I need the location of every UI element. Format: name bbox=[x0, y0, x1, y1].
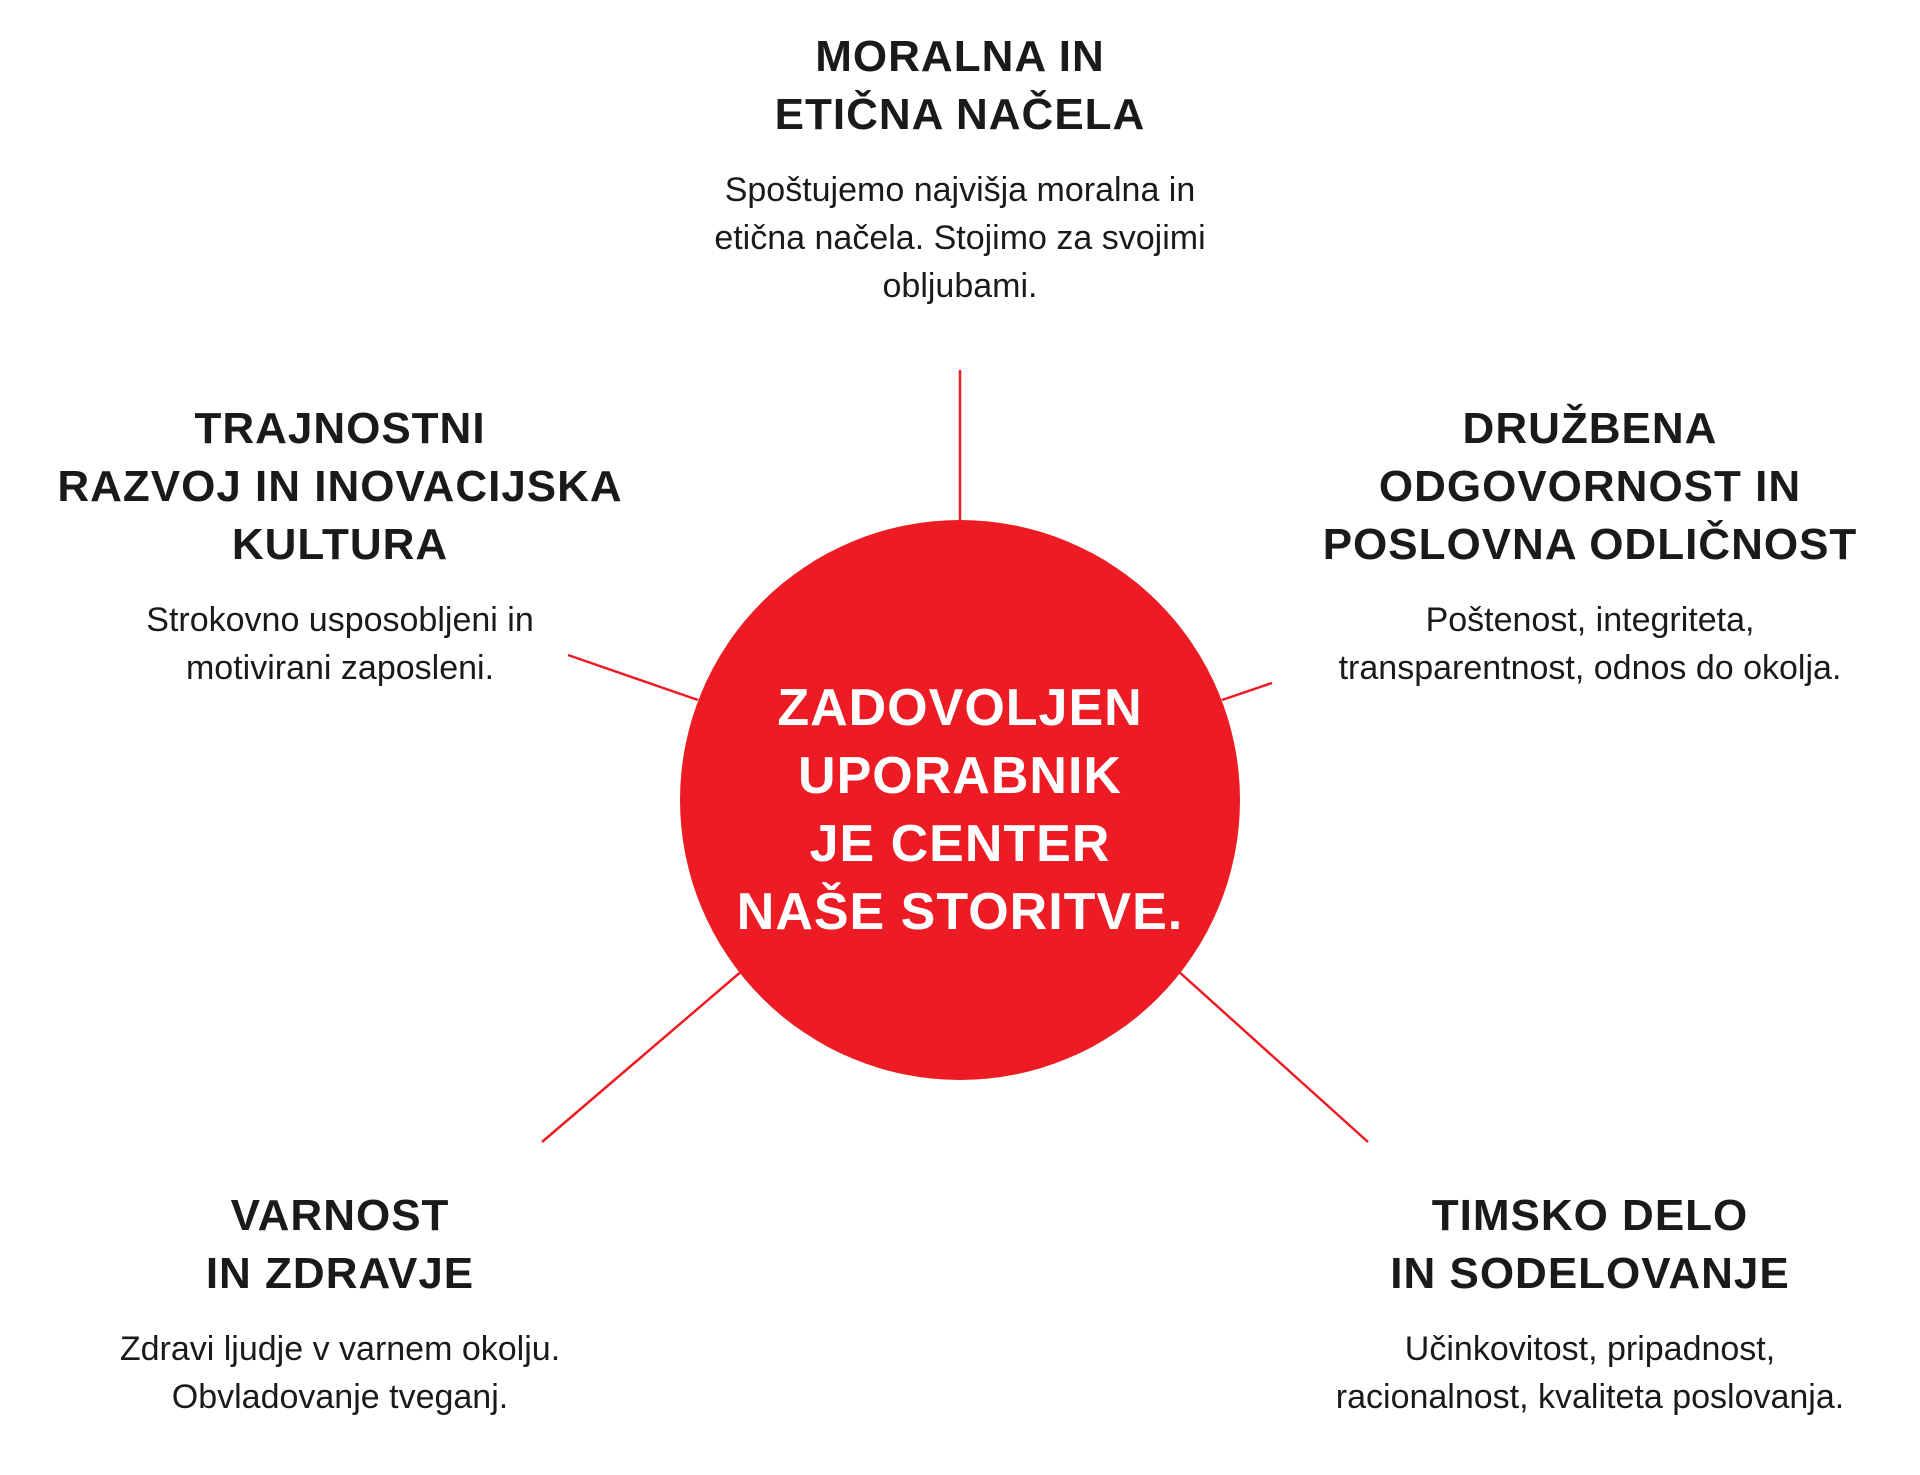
value-title-line: ODGOVORNOST IN bbox=[1378, 462, 1802, 511]
value-title bbox=[1280, 400, 1900, 574]
value-title-line: KULTURA bbox=[231, 520, 449, 569]
value-title-line: IN ZDRAVJE bbox=[205, 1249, 475, 1298]
value-title-line: MORALNA IN bbox=[815, 32, 1105, 81]
value-description-line: Zdravi ljudje v varnem okolju. bbox=[119, 1330, 561, 1368]
value-title bbox=[40, 1187, 640, 1303]
value-social-responsibility bbox=[1280, 400, 1900, 692]
value-title-line: TIMSKO DELO bbox=[1431, 1191, 1749, 1240]
value-description bbox=[20, 596, 660, 692]
value-title-line: IN SODELOVANJE bbox=[1390, 1249, 1790, 1298]
value-description-line: transparentnost, odnos do okolja. bbox=[1338, 649, 1842, 687]
value-title-line: RAZVOJ IN INOVACIJSKA bbox=[57, 462, 623, 511]
value-description-line: Strokovno usposobljeni in bbox=[146, 601, 534, 639]
value-title-line: POSLOVNA ODLIČNOST bbox=[1322, 520, 1858, 569]
center-line: NAŠE STORITVE. bbox=[736, 883, 1184, 941]
value-title bbox=[610, 28, 1310, 144]
value-title-line: TRAJNOSTNI bbox=[194, 404, 486, 453]
center-line: JE CENTER bbox=[809, 815, 1111, 873]
value-title-line: DRUŽBENA bbox=[1462, 404, 1718, 453]
value-description-line: Obvladovanje tveganj. bbox=[171, 1378, 509, 1416]
center-statement bbox=[680, 540, 1240, 1080]
value-description bbox=[1280, 596, 1900, 692]
center-line: ZADOVOLJEN bbox=[777, 679, 1143, 737]
value-description-line: obljubami. bbox=[882, 267, 1038, 305]
value-description bbox=[40, 1325, 640, 1421]
value-description-line: Učinkovitost, pripadnost, bbox=[1404, 1330, 1776, 1368]
value-description-line: etična načela. Stojimo za svojimi bbox=[714, 219, 1206, 257]
value-sustainable-development bbox=[20, 400, 660, 692]
value-description-line: racionalnost, kvaliteta poslovanja. bbox=[1335, 1378, 1845, 1416]
value-teamwork bbox=[1280, 1187, 1900, 1421]
value-safety-health bbox=[40, 1187, 640, 1421]
value-description-line: motivirani zaposleni. bbox=[185, 649, 495, 687]
center-line: UPORABNIK bbox=[798, 747, 1122, 805]
value-title-line: VARNOST bbox=[230, 1191, 450, 1240]
value-description-line: Spoštujemo najvišja moralna in bbox=[724, 171, 1196, 209]
value-description-line: Poštenost, integriteta, bbox=[1425, 601, 1755, 639]
value-moral-ethics bbox=[610, 28, 1310, 310]
value-title-line: ETIČNA NAČELA bbox=[774, 90, 1146, 139]
value-description bbox=[1280, 1325, 1900, 1421]
value-description bbox=[610, 166, 1310, 310]
value-title bbox=[20, 400, 660, 574]
value-title bbox=[1280, 1187, 1900, 1303]
